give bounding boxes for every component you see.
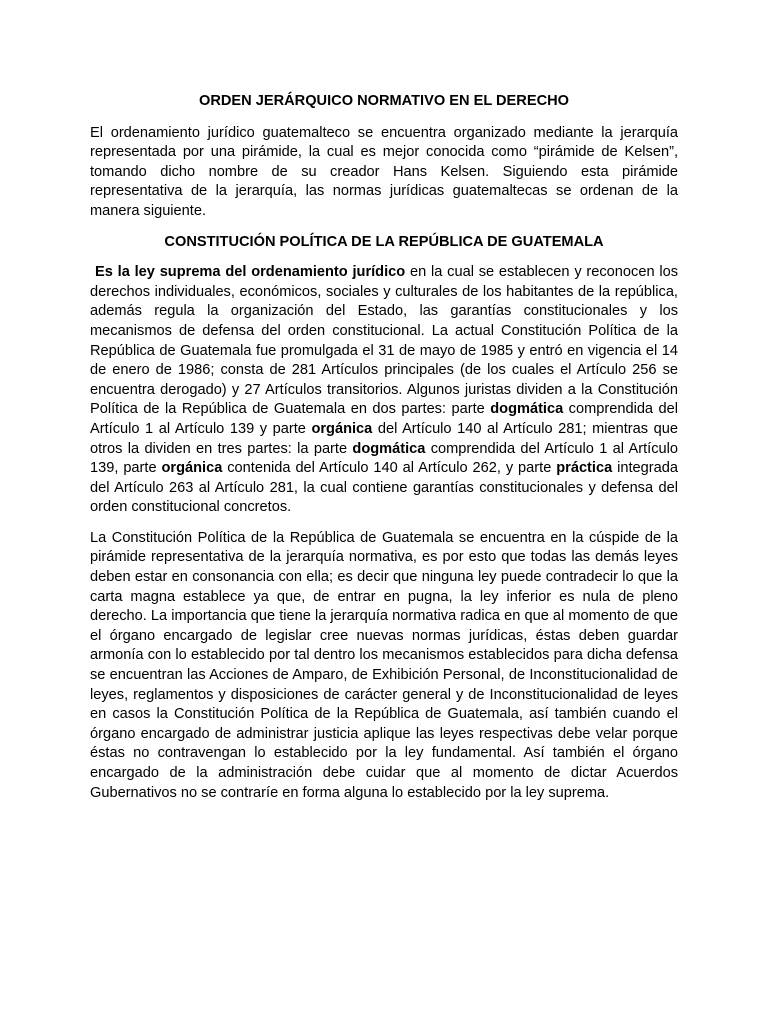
document-body <box>90 92 678 814</box>
paragraph-text: integrada del Artículo 263 al Artículo 281, la cual contiene garantías constitucionales y defensa del orden constitucional concretos. <box>90 460 678 516</box>
bold-term: dogmática <box>490 401 564 418</box>
section-heading: CONSTITUCIÓN POLÍTICA DE LA REPÚBLICA DE GUATEMALA <box>164 233 604 250</box>
paragraph-text: en la cual se establecen y reconocen los derechos individuales, económicos, sociales y culturales de los habitantes de la república, además regula la organización del Estado, las garantías constitucionales y los mecanismos de defensa del orden constitucional. La actual Constitución Política de la República de Guatemala fue promulgada el 31 de mayo de 1985 y entró en vigencia el 14 de enero de 1986; consta de 281 Artículos principales (de los cuales el Artículo 256 se encuentra derogado) y 27 Artículos transitorios. Algunos juristas dividen a la Constitución Política de la República de Guatemala en dos partes: parte <box>90 264 679 418</box>
constitution-paragraph <box>90 263 678 518</box>
bold-lead-text: Es la ley suprema del ordenamiento jurídico <box>95 264 406 281</box>
bold-term: orgánica <box>311 420 373 437</box>
paragraph-text: comprendida del Artículo 1 al Artículo 139, parte <box>90 440 678 477</box>
bold-term: práctica <box>556 460 613 477</box>
paragraph-text: del Artículo 140 al Artículo 281; mientras que otros la dividen en tres partes: la parte <box>90 420 678 457</box>
paragraph-text: contenida del Artículo 140 al Artículo 262, y parte <box>222 460 557 477</box>
hierarchy-paragraph: La Constitución Política de la República de Guatemala se encuentra en la cúspide de la pirámide representativa de la jerarquía normativa, es por esto que todas las demás leyes deben estar en consonancia con ella; es decir que ninguna ley puede contradecir lo que la carta magna establece ya que, de entrar en pugna, la ley inferior es nula de pleno derecho. La importancia que tiene la jerarquía normativa radica en que al momento de que el órgano encargado de legislar cree nuevas normas jurídicas, éstas deben guardar armonía con lo establecido por tal dentro los mecanismos establecidos para dicha defensa se encuentran las Acciones de Amparo, de Exhibición Personal, de Inconstitucionalidad de leyes, reglamentos y disposiciones de carácter general y de Inconstitucionalidad de leyes en casos la Constitución Política de la República de Guatemala, así también cuando el órgano encargado de administrar justicia aplique las leyes respectivas debe velar porque éstas no contravengan lo establecido por la ley fundamental. Así también el órgano encargado de la administración debe cuidar que al momento de dictar Acuerdos Gubernativos no se contraríe en forma alguna lo establecido por la ley suprema. <box>90 529 678 801</box>
paragraph-text: comprendida del Artículo 1 al Artículo 139 y parte <box>90 401 678 437</box>
document-title: ORDEN JERÁRQUICO NORMATIVO EN EL DERECHO <box>198 93 569 109</box>
bold-term: orgánica <box>161 460 223 477</box>
bold-term: dogmática <box>352 440 426 457</box>
intro-paragraph: El ordenamiento jurídico guatemalteco se encuentra organizado mediante la jerarquía representada por una pirámide, la cual es mejor conocida como “pirámide de Kelsen”, tomando dicho nombre de su creador Hans Kelsen. Siguiendo esta pirámide representativa de la jerarquía, las normas jurídicas guatemaltecas se ordenan de la manera siguiente. <box>90 124 678 219</box>
